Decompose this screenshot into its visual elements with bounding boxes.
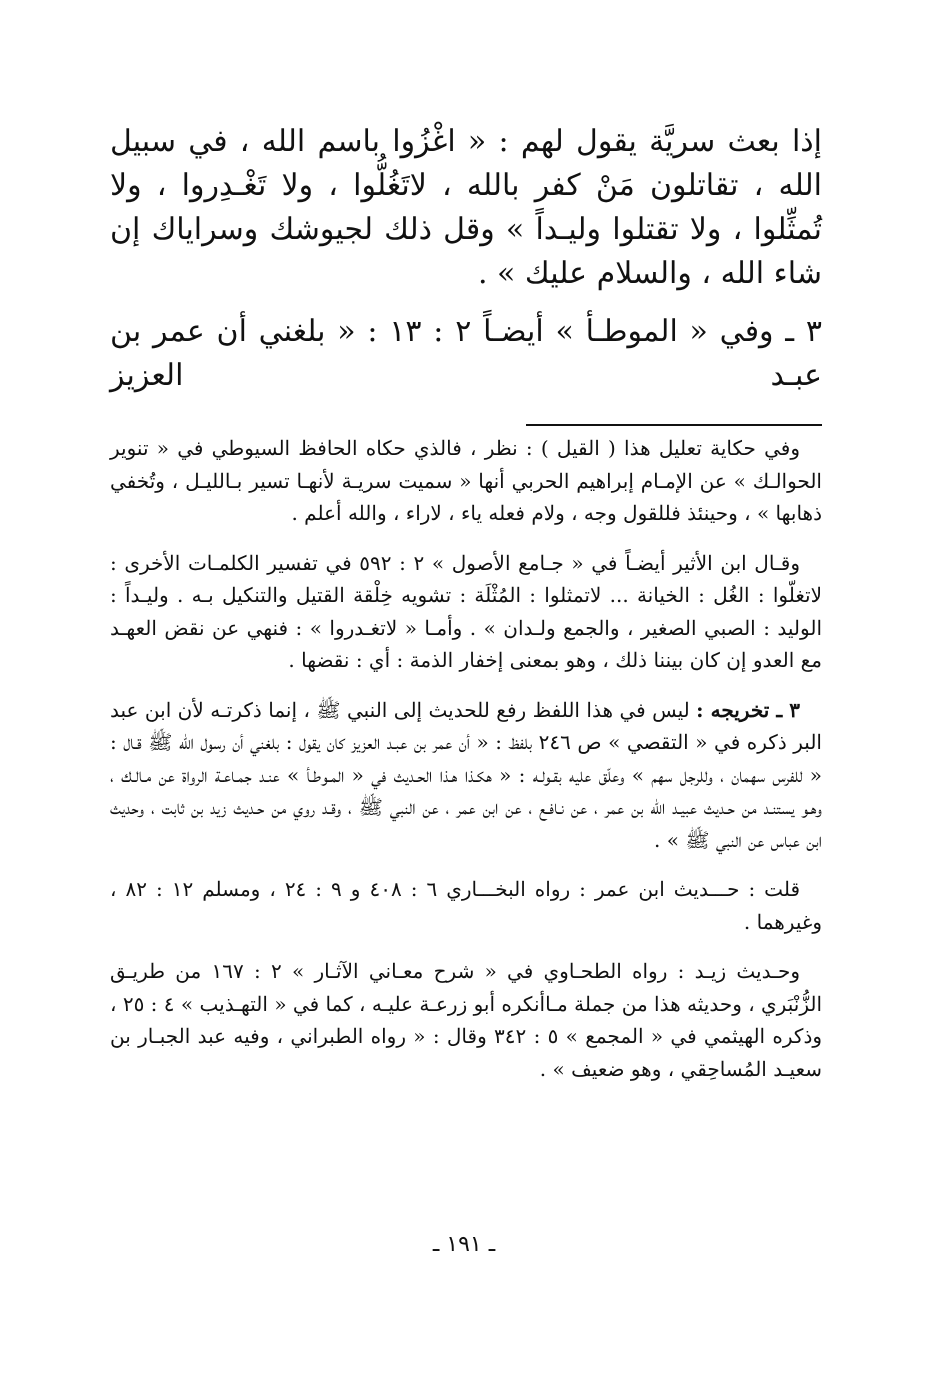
footnote-separator-wrap [110, 398, 822, 426]
footnote-heading: ٣ ـ تخريجه : [696, 697, 800, 722]
footnote-paragraph: وفي حكاية تعليل هذا ( القيل ) : نظر ، فالذي حكاه الحافظ السيوطي في « تنوير الحوالـك » عن الإمـام إبراهيم الحربي أنها « سميت سريـة لأنهـا تسير بـالليـل ، وتُخفي ذهابها » ، وحينئذ فللقول وجه ، ولام فعله ياء ، لاراء ، والله أعلم . [110, 436, 822, 525]
footnote-body: ليس في هذا اللفظ رفع للحديث إلى النبي ﷺ ، إنما ذكرتـه لأن ابن عبد البر ذكره في « التقصي » ص ٢٤٦ بلفظ : « أن عمر بن عبـد العزيز كان يقول : بلغني أن رسول الله ﷺ قـال : « للفرس سهمان ، وللرجل سهم » وعلّق عليه بقـولـه : « هكـذا هـذا الحـديث في « المـوطـأ » عنـد جمـاعـة الرواة عن مـالـك ، وهـو يستنـد من حـديث عبيـد الله بن عمر ، عن نـافـع ، عن ابن عمر ، عن النبي ﷺ ، وقـد روي من حـديث زيد بن ثابت ، وحديث ابن عباس عن النبي ﷺ » . [110, 697, 822, 852]
main-text [110, 120, 822, 398]
footnotes [110, 432, 822, 1085]
footnote-paragraph: وحـديث زيـد : رواه الطحـاوي في « شرح معـاني الآثـار » ٢ : ١٦٧ من طريـق الزُّنْبَري ، وحديثه هذا من جملة مـاأنكره أبو زرعـة عليـه ، كما في « التهـذيب » ٤ : ٢٥ ، وذكره الهيثمي في « المجمع » ٥ : ٣٤٢ وقال : « رواه الطبراني ، وفيه عبد الجبـار بن سعيـد المُساحِقي ، وهو ضعيف » . [110, 959, 823, 1081]
main-paragraph: إذا بعث سريَّة يقول لهم : « اغْزُوا باسم الله ، في سبيل الله ، تقاتلون مَنْ كفر بالله ، لاتَغُلُّوا ، ولا تَغْـدِروا ، ولا تُمثِّلوا ، ولا تقتلوا وليـداً » وقل ذلك لجيوشك وسراياك إن شاء الله ، والسلام عليك » . [110, 124, 822, 291]
footnote-paragraph [110, 694, 822, 857]
book-page [110, 120, 822, 1102]
main-paragraph: ٣ ـ وفي « الموطـأ » أيضـاً ٢ : ١٣ : « بلغني أن عمر بن عبـد العزيز [110, 314, 822, 393]
footnote-separator [526, 424, 822, 426]
footnote-paragraph: قلت : حـــديث ابن عمر : رواه البخـــاري ٦ : ٤٠٨ و ٩ : ٢٤ ، ومسلم ١٢ : ٨٢ ، وغيرهما . [110, 877, 822, 934]
page-number: ـ ١٩١ ـ [432, 1232, 496, 1257]
footnote-paragraph: وقـال ابن الأثير أيضـاً في « جـامع الأصول » ٢ : ٥٩٢ في تفسير الكلمـات الأخرى : لاتغلّوا : الغُل : الخيانة ... لاتمثلوا : المُثْلَة : تشويه خِلْقة القتيل والتنكيل بـه . وليـداً : الوليد : الصبي الصغير ، والجمع ولـدان » . وأمـا « لاتغـدروا » : فنهي عن نقض العهـد مع العدو إن كان بيننا ذلك ، وهو بمعنى إخفار الذمة : أي : نقضها . [110, 550, 822, 672]
